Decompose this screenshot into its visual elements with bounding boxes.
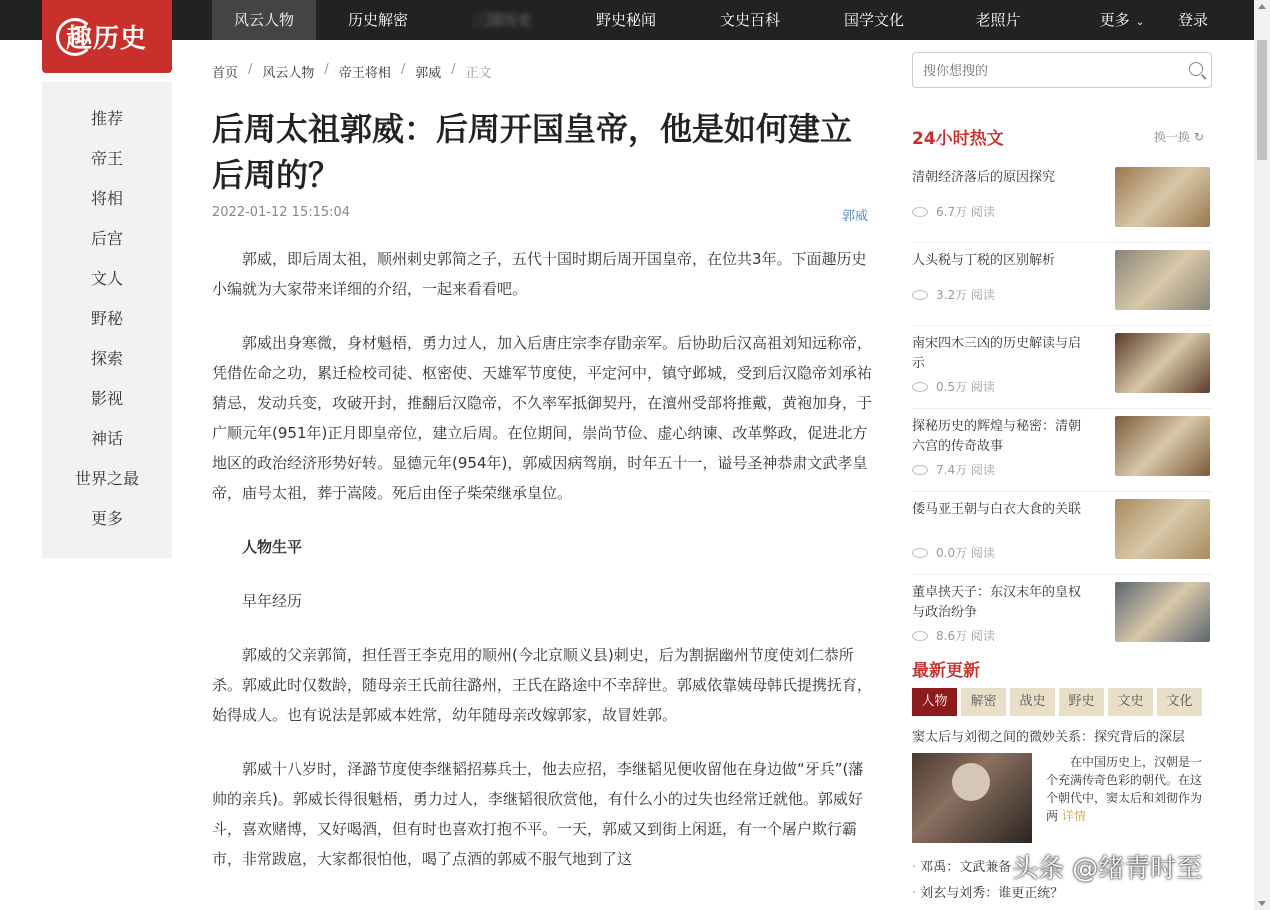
- nav-item-unofficial-history[interactable]: 野史秘闻: [595, 11, 656, 29]
- breadcrumb: [212, 62, 492, 81]
- featured-summary-text: 在中国历史上，汉朝是一个充满传奇色彩的朝代。在这个朝代中，窦太后和刘彻作为两: [1046, 755, 1203, 823]
- view-count: [912, 203, 995, 220]
- main-nav: [212, 0, 1184, 40]
- sidebar-item-secrets[interactable]: 野秘: [90, 309, 123, 328]
- hot-article-thumbnail[interactable]: [1115, 167, 1210, 227]
- search-icon[interactable]: [1189, 62, 1203, 76]
- login-link[interactable]: 登录: [1178, 11, 1209, 29]
- eye-icon: [912, 548, 928, 558]
- view-count: [912, 544, 995, 561]
- article-paragraph: 郭威，即后周太祖，顺州刺史郭简之子，五代十国时期后周开国皇帝，在位共3年。下面趣历史小编就为大家带来详细的介绍，一起来看看吧。: [212, 250, 867, 298]
- view-count-text: 0.0万 阅读: [936, 546, 995, 560]
- view-count-text: 3.2万 阅读: [936, 288, 995, 302]
- hot-article-thumbnail[interactable]: [1115, 250, 1210, 310]
- eye-icon: [912, 465, 928, 475]
- breadcrumb-separator: /: [400, 62, 406, 77]
- featured-article-image[interactable]: [912, 753, 1032, 843]
- list-item[interactable]: [912, 326, 1212, 409]
- eye-icon: [912, 290, 928, 300]
- nav-item-encyclopedia[interactable]: 文史百科: [719, 11, 780, 29]
- refresh-button[interactable]: [1154, 128, 1204, 145]
- sidebar-item-emperors[interactable]: 帝王: [90, 149, 123, 168]
- logo-text: 趣历史: [66, 24, 148, 54]
- view-count-text: 8.6万 阅读: [936, 629, 995, 643]
- sidebar-item-generals[interactable]: 将相: [90, 189, 123, 208]
- hot-article-thumbnail[interactable]: [1115, 499, 1210, 559]
- eye-icon: [912, 382, 928, 392]
- refresh-label: 换一换: [1154, 130, 1191, 144]
- site-logo[interactable]: [42, 0, 172, 73]
- portrait-figure: [952, 763, 990, 801]
- featured-article-title[interactable]: 窦太后与刘彻之间的微妙关系：探究背后的深层: [912, 730, 1186, 745]
- nav-more-label: 更多: [1099, 11, 1130, 29]
- breadcrumb-separator: /: [248, 62, 253, 77]
- sidebar-item-film[interactable]: 影视: [90, 389, 123, 408]
- breadcrumb-current: 正文: [465, 66, 492, 81]
- nav-item-old-photos[interactable]: 老照片: [975, 11, 1021, 29]
- view-count-text: 6.7万 阅读: [936, 205, 995, 219]
- nav-item-blurred[interactable]: 三国历史: [471, 11, 532, 29]
- hot-article-thumbnail[interactable]: [1115, 582, 1210, 642]
- eye-icon: [912, 207, 928, 217]
- nav-item-history-decode[interactable]: 历史解密: [347, 11, 408, 29]
- scroll-down-icon[interactable]: [1258, 901, 1266, 906]
- hot-article-title[interactable]: 倭马亚王朝与白衣大食的关联: [912, 502, 1082, 517]
- article-paragraph: 郭威十八岁时，泽潞节度使李继韬招募兵士，他去应招，李继韬见便收留他在身边做“牙兵”(藩帅的亲兵)。郭威长得很魁梧，勇力过人，李继韬很欣赏他，有什么小的过失也经常迁就他。郭威好斗，喜欢赌博，又好喝酒，但有时也喜欢打抱不平。一天，郭威又到街上闲逛，有一个屠户欺行霸市，非常跋扈，大家都很怕他，喝了点酒的郭威不服气地到了这: [212, 760, 864, 868]
- hot-articles-list: [912, 160, 1212, 658]
- view-count-text: 7.4万 阅读: [936, 463, 995, 477]
- view-count: [912, 378, 995, 395]
- scroll-up-icon[interactable]: [1258, 4, 1266, 9]
- tab-figures[interactable]: 人物: [912, 688, 957, 716]
- list-item[interactable]: · 刘玄与刘秀：谁更正统？: [912, 881, 1063, 907]
- sidebar-item-explore[interactable]: 探索: [90, 349, 123, 368]
- list-item[interactable]: · 邓禹：文武兼备: [912, 855, 1063, 881]
- subsection-heading: 早年经历: [242, 592, 303, 610]
- refresh-icon: ↻: [1193, 130, 1204, 144]
- breadcrumb-figures[interactable]: 风云人物: [262, 66, 315, 81]
- article-paragraph: 郭威出身寒微，身材魁梧，勇力过人，加入后唐庄宗李存勖亲军。后协助后汉高祖刘知远称帝，凭借佐命之功，累迁检校司徒、枢密使、天雄军节度使，平定河中，镇守邺城，受到后汉隐帝刘承祐猜忌，发动兵变，攻破开封，推翻后汉隐帝，不久率军抵御契丹，在澶州受部将推戴，黄袍加身，于广顺元年(951年)正月即皇帝位，建立后周。在位期间，崇尚节俭、虚心纳谏、改革弊政，促进北方地区的政治经济形势好转。显德元年(954年)，郭威因病驾崩，时年五十一，谥号圣神恭肃文武孝皇帝，庙号太祖，葬于嵩陵。死后由侄子柴荣继承皇位。: [212, 334, 873, 502]
- featured-article-summary: [1046, 753, 1212, 825]
- hot-article-thumbnail[interactable]: [1115, 416, 1210, 476]
- scrollbar[interactable]: [1254, 0, 1270, 910]
- sidebar-item-mythology[interactable]: 神话: [90, 429, 123, 448]
- hot-article-thumbnail[interactable]: [1115, 333, 1210, 393]
- tab-literature[interactable]: 文史: [1108, 688, 1153, 716]
- list-item[interactable]: [912, 492, 1212, 575]
- hot-article-title[interactable]: 南宋四木三凶的历史解读与启示: [912, 336, 1082, 371]
- list-item[interactable]: [912, 409, 1212, 492]
- article-tag-link[interactable]: 郭威: [842, 209, 869, 224]
- breadcrumb-emperors[interactable]: 帝王将相: [338, 66, 391, 81]
- sidebar-item-harem[interactable]: 后宫: [90, 229, 123, 248]
- latest-tabs: [912, 688, 1206, 716]
- chevron-down-icon: ⌄: [1135, 17, 1145, 28]
- sidebar-item-more[interactable]: 更多: [90, 509, 123, 528]
- view-count-text: 0.5万 阅读: [936, 380, 995, 394]
- article-paragraph: 郭威的父亲郭简，担任晋王李克用的顺州(今北京顺义县)刺史，后为割据幽州节度使刘仁恭所杀。郭威此时仅数龄，随母亲王氏前往潞州，王氏在路途中不幸辞世。郭威依靠姨母韩氏提携抚育，始得成人。也有说法是郭威本姓常，幼年随母亲改嫁郭家，故冒姓郭。: [212, 646, 873, 724]
- breadcrumb-person[interactable]: 郭威: [415, 66, 442, 81]
- list-item[interactable]: [912, 160, 1212, 243]
- list-item[interactable]: [912, 243, 1212, 326]
- hot-article-title[interactable]: 人头税与丁税的区别解析: [912, 253, 1056, 268]
- tab-culture[interactable]: 文化: [1157, 688, 1202, 716]
- view-count: [912, 627, 995, 644]
- eye-icon: [912, 631, 928, 641]
- search-input[interactable]: [923, 53, 1173, 87]
- nav-item-culture[interactable]: 国学文化: [843, 11, 904, 29]
- top-nav-bar: [0, 0, 1254, 40]
- tab-war-history[interactable]: 战史: [1010, 688, 1055, 716]
- details-link[interactable]: 详情: [1061, 809, 1086, 823]
- nav-item-figures[interactable]: 风云人物: [212, 0, 316, 40]
- article-title: 后周太祖郭威：后周开国皇帝，他是如何建立后周的？: [212, 110, 853, 194]
- tab-unofficial[interactable]: 野史: [1059, 688, 1104, 716]
- hot-article-title[interactable]: 董卓挟天子：东汉末年的皇权与政治纷争: [912, 585, 1082, 620]
- view-count: [912, 461, 995, 478]
- latest-updates-title: 最新更新: [912, 661, 980, 681]
- hot-article-title[interactable]: 探秘历史的辉煌与秘密：清朝六宫的传奇故事: [912, 419, 1082, 454]
- category-sidebar: [42, 82, 172, 558]
- sidebar-item-literati[interactable]: 文人: [90, 269, 123, 288]
- article-body: [212, 244, 876, 898]
- breadcrumb-home[interactable]: 首页: [212, 66, 239, 81]
- view-count: [912, 286, 995, 303]
- breadcrumb-separator: /: [451, 62, 456, 77]
- sidebar-item-recommend[interactable]: 推荐: [90, 109, 123, 128]
- list-item[interactable]: [912, 575, 1212, 658]
- article-date: 2022-01-12 15:15:04: [212, 205, 351, 220]
- breadcrumb-separator: /: [324, 62, 329, 77]
- nav-item-more[interactable]: [1060, 0, 1184, 40]
- search-box: [912, 52, 1212, 88]
- sidebar-item-world-records[interactable]: 世界之最: [74, 469, 139, 488]
- hot-articles-title: 24小时热文: [912, 129, 1004, 149]
- scroll-thumb[interactable]: [1257, 40, 1267, 160]
- section-heading: 人物生平: [242, 538, 303, 556]
- tab-decode[interactable]: 解密: [961, 688, 1006, 716]
- hot-article-title[interactable]: 清朝经济落后的原因探究: [912, 170, 1056, 185]
- watermark: 头条 @绪青时至: [1012, 854, 1203, 884]
